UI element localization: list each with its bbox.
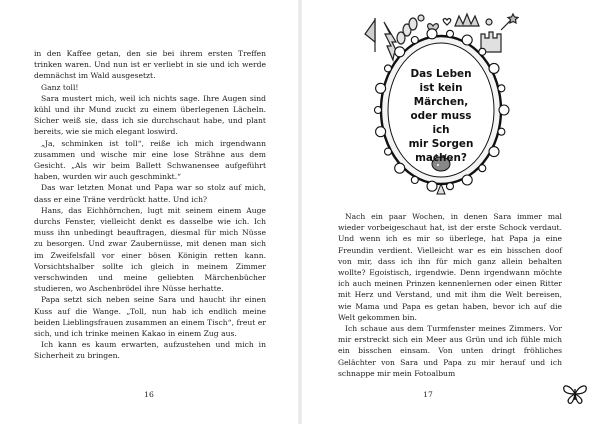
frame-ornament xyxy=(462,175,472,185)
paragraph: Hans, das Eichhörnchen, lugt mit seinem einem Auge durchs Fenster, vielleicht denkt es dasselbe wie ich. Ich muss ihn unbedingt beauftragen, diesmal für mich Nüsse zu besorgen. Und zwar Zaubernüsse, mit denen man sich im Zweifelsfall vor einer bösen Königin retten kann. Vorsichtshalber sollte ich gleich in meinem Zimmer verschwinden und meine geliebten Märchenbücher studieren, wo Aschenbrödel ihre Nüsse herhatte. xyxy=(34,205,266,294)
mirror-caption-line: mir Sorgen xyxy=(408,138,474,150)
paragraph: in den Kaffee getan, den sie bei ihrem ersten Treffen trinken waren. Und nun ist er verliebt in sie und ich werde demnächst im Wald ausgesetzt. xyxy=(34,49,266,81)
paragraph: Ganz toll! xyxy=(41,82,79,92)
frame-ornament xyxy=(479,48,486,55)
paragraph: Ich kann es kaum erwarten, aufzustehen und mich in Sicherheit zu bringen. xyxy=(34,340,266,361)
mirror-caption-line: ist kein Märchen, xyxy=(413,82,469,108)
paragraph: Das war letzten Monat und Papa war so stolz auf mich, dass er eine Träne verdrückt hatte. Und ich? xyxy=(34,183,266,204)
frame-ornament xyxy=(447,30,454,37)
frame-ornament xyxy=(385,65,392,72)
mirror-caption-line: Das Leben xyxy=(410,68,472,80)
frame-ornament xyxy=(479,165,486,172)
frame-ornament xyxy=(489,147,499,157)
frame-ornament xyxy=(395,47,405,57)
page-number-right: 17 xyxy=(423,390,433,399)
mirror-caption xyxy=(401,67,481,165)
frame-ornament xyxy=(411,177,418,184)
frame-ornament xyxy=(498,85,505,92)
mirror-caption-line: machen? xyxy=(415,152,467,164)
frame-ornament xyxy=(447,183,454,190)
frame-ornament xyxy=(499,105,509,115)
frame-ornament xyxy=(375,107,382,114)
right-page-text xyxy=(338,211,562,379)
butterfly-icon xyxy=(562,382,588,406)
paragraph: Papa setzt sich neben seine Sara und haucht ihr einen Kuss auf die Wange. „Toll, nun hab ich endlich meine beiden Lieblingsfrauen zusammen an einem Tisch“, freut er sich, und ich trinke meinen Kakao in einem Zug aus. xyxy=(34,295,266,339)
frame-ornament xyxy=(489,63,499,73)
paragraph: Sara mustert mich, weil ich nichts sage. Ihre Augen sind kühl und ihr Mund zuckt zu einem überlegenen Lächeln. Sicher weiß sie, dass ich sie durchschaut habe, und plant bereits, wie sie mich elegant loswird. xyxy=(34,93,266,137)
frame-ornament xyxy=(427,181,437,191)
left-page-text xyxy=(34,48,266,362)
frame-ornament xyxy=(498,128,505,135)
frame-ornament xyxy=(376,83,386,93)
frame-ornament xyxy=(411,37,418,44)
paragraph: Ich schaue aus dem Turmfenster meines Zimmers. Vor mir erstreckt sich ein Meer aus Grün und ich fühle mich ein bisschen einsam. Von unten dringt fröhliches Gelächter von Sara und Papa zu mir herauf und ich schnappe mir mein Fotoalbum xyxy=(338,324,562,378)
frame-ornament xyxy=(462,35,472,45)
frame-ornament xyxy=(376,127,386,137)
page-number-left: 16 xyxy=(144,390,154,399)
paragraph: Nach ein paar Wochen, in denen Sara immer mal wieder vorbeigeschaut hat, ist der erste Schock verdaut. Und wenn ich es mir so überlege, hat Papa ja eine Freundin verdient. Vielleicht war es ein bisschen doof von mir, dass ich ihn für mich ganz allein behalten wollte? Egoistisch, irgendwie. Denn irgendwann möchte ich auch meinen Prinzen kennenlernen oder einen Ritter mit Herz und Verstand, und mit ihm die Welt bereisen, wie Mama und Papa es getan haben, bevor ich auf die Welt gekommen bin. xyxy=(338,212,562,322)
right-page xyxy=(300,0,600,424)
mirror-caption-line: oder muss ich xyxy=(410,110,472,136)
frame-ornament xyxy=(427,29,437,39)
paragraph: „Ja, schminken ist toll“, reiße ich mich irgendwann zusammen und wische mir eine lose Strähne aus dem Gesicht. „Als wir beim Ballett Schwanensee aufgeführt haben, wurden wir auch geschminkt.“ xyxy=(34,138,266,182)
frame-ornament xyxy=(385,148,392,155)
ornate-mirror-icon xyxy=(363,12,519,197)
